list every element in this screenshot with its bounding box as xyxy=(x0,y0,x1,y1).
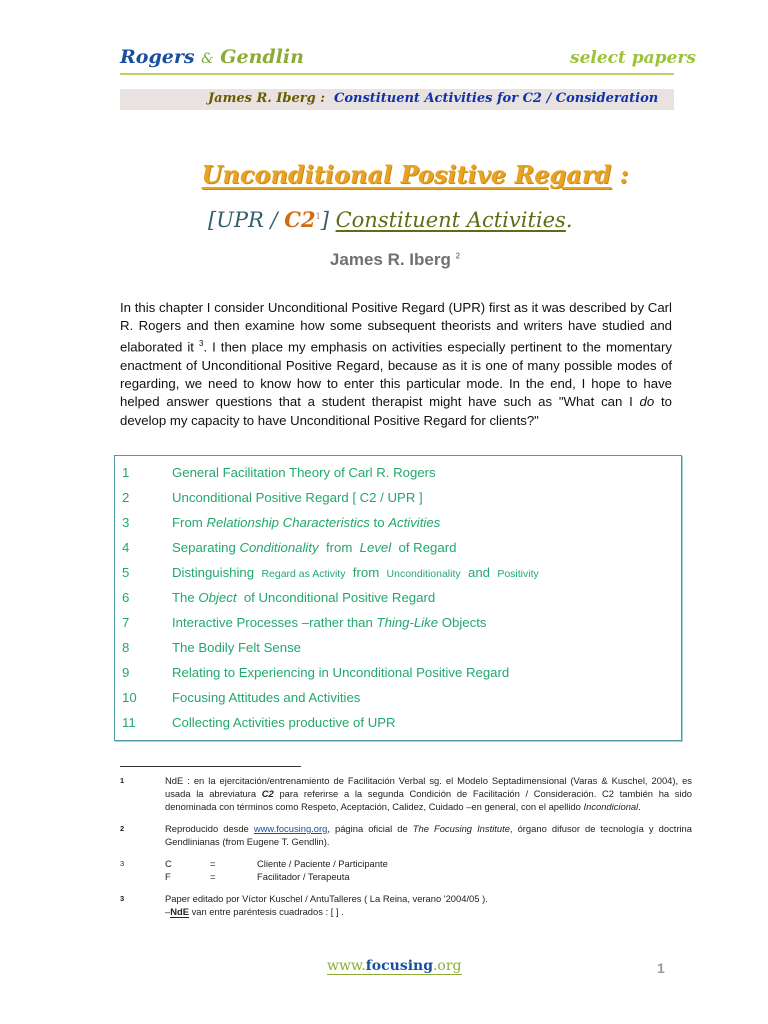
toc-italic: Relationship Characteristics xyxy=(206,515,370,530)
toc-italic: Conditionality xyxy=(239,540,319,555)
footnote-mark: 3 xyxy=(120,894,125,903)
toc-number: 1 xyxy=(122,465,130,480)
toc-text: Relating to Experiencing in Unconditional Positive Regard xyxy=(172,665,510,680)
header-gendlin: Gendlin xyxy=(220,46,304,68)
toc-number: 2 xyxy=(122,490,130,505)
footnote-nde-line: –NdE van entre paréntesis cuadrados : [ ] . xyxy=(165,906,344,918)
toc-text: Separating xyxy=(172,540,240,555)
toc-text: Focusing Attitudes and Activities xyxy=(172,690,361,705)
toc-number: 6 xyxy=(122,590,130,605)
toc-number: 4 xyxy=(122,540,130,555)
footnote-text: para referirse a la segunda Condición de Facilitación / Consideración. C2 también ha sido denominada con términos como Respeto, Aceptación, Calidez, Cuidado –en general, con el apellido xyxy=(165,788,692,813)
footnote-body xyxy=(165,892,692,918)
toc-text: General Facilitation Theory of Carl R. Rogers xyxy=(172,465,436,480)
toc-text: The xyxy=(172,590,199,605)
footnote-text: . xyxy=(638,801,641,813)
subtitle-c2: C2 xyxy=(284,207,316,232)
footnote-3 xyxy=(120,857,692,885)
intro-part-1: In this chapter I consider Unconditional Positive Regard (UPR) first as it was described by Carl R. Rogers and then examine how some subsequent theorists and writers have studied and elaborated it xyxy=(120,300,672,355)
author-name xyxy=(0,250,768,270)
toc-label xyxy=(172,465,436,480)
legend-value: Cliente / Paciente / Participante xyxy=(257,858,388,869)
legend-value: Facilitador / Terapeuta xyxy=(257,871,350,882)
footnote-mark: 2 xyxy=(120,824,125,833)
toc-small: Unconditionality xyxy=(386,568,461,580)
legend-eq: = xyxy=(210,858,216,869)
subtitle-footnote-ref[interactable]: 1 xyxy=(315,212,321,221)
footnote-2 xyxy=(120,822,692,850)
footnote-text: van entre paréntesis cuadrados : [ ] . xyxy=(188,906,344,918)
toc-small: Regard as Activity xyxy=(261,568,346,580)
footnote-mark: 3 xyxy=(120,859,125,868)
toc-number: 10 xyxy=(122,690,137,705)
toc-label xyxy=(172,690,360,705)
toc-text: from xyxy=(318,540,360,555)
footnote-body xyxy=(165,822,692,848)
subtitle-close: ] xyxy=(320,208,329,232)
toc-small: Positivity xyxy=(497,568,539,580)
toc-number: 3 xyxy=(122,515,130,530)
toc-text: Collecting Activities productive of UPR xyxy=(172,715,396,730)
footer-org: .org xyxy=(432,958,462,974)
toc-label xyxy=(172,615,486,630)
toc-label xyxy=(172,565,539,580)
toc-number: 9 xyxy=(122,665,130,680)
intro-paragraph xyxy=(120,299,672,430)
toc-number: 5 xyxy=(122,565,130,580)
author-text: James R. Iberg xyxy=(329,250,451,269)
title-colon: : xyxy=(619,160,629,189)
toc-text: Interactive Processes –rather than xyxy=(172,615,377,630)
focusing-link[interactable]: www.focusing.org xyxy=(253,823,328,834)
toc-italic: Activities xyxy=(388,515,441,530)
legend-eq: = xyxy=(210,871,216,882)
legend-key: F xyxy=(165,871,171,882)
footnote-text: Reproducido desde xyxy=(165,823,254,834)
footnote-text: , página oficial de xyxy=(327,823,413,834)
subheader-author: James R. Iberg : xyxy=(208,91,326,106)
subtitle-open: [UPR / xyxy=(208,208,278,232)
toc-label xyxy=(172,640,301,655)
toc-text: The Bodily Felt Sense xyxy=(172,640,302,655)
toc-italic: Level xyxy=(359,540,392,555)
footnote-4 xyxy=(120,892,692,920)
toc-text: of Unconditional Positive Regard xyxy=(236,590,436,605)
toc-number: 7 xyxy=(122,615,130,630)
page-number: 1 xyxy=(657,960,665,976)
footnote-text: Paper editado por Víctor Kuschel / AntuTalleres ( La Reina, verano '2004/05 ). xyxy=(165,893,488,904)
subtitle xyxy=(208,207,573,232)
toc-italic: Thing-Like xyxy=(376,615,439,630)
toc-text: Distinguishing xyxy=(172,565,262,580)
footnote-body xyxy=(165,857,692,883)
toc-text: Objects xyxy=(438,615,487,630)
toc-number: 8 xyxy=(122,640,130,655)
footnote-1 xyxy=(120,774,692,816)
footnote-italic: Incondicional xyxy=(583,801,639,813)
footer-focusing: focusing xyxy=(365,958,433,974)
intro-part-2: . I then place my emphasis on activities especially pertinent to the momentary enactment of Unconditional Positive Regard, because as it is one of many possible modes of regarding, we need to know how to enter this particular mode. In the end, I hope to have helped answer questions that a student therapist might have such as "What can I xyxy=(120,339,672,410)
author-footnote-ref[interactable]: 2 xyxy=(455,251,461,261)
toc-label xyxy=(172,665,509,680)
toc-text: Unconditional Positive Regard [ C2 / UPR ] xyxy=(172,490,423,505)
intro-part-3: to develop my capacity to have Unconditional Positive Regard for clients?" xyxy=(120,394,672,428)
toc-text: and xyxy=(460,565,498,580)
footnote-italic: The Focusing Institute xyxy=(412,823,510,834)
page-title xyxy=(0,160,768,189)
footer-www: www. xyxy=(327,958,366,974)
toc-label xyxy=(172,590,435,605)
legend-row xyxy=(165,870,692,883)
footnote-body xyxy=(165,774,692,814)
footnote-c2: C2 xyxy=(261,788,274,800)
subheader-topic: Constituent Activities for C2 / Consideration xyxy=(334,91,659,106)
header-select-papers: select papers xyxy=(570,48,696,68)
header-amp: & xyxy=(201,51,214,67)
toc-number: 11 xyxy=(122,715,136,730)
header-rogers: Rogers xyxy=(120,46,195,68)
footnote-nde: NdE xyxy=(170,906,189,918)
title-text: Unconditional Positive Regard xyxy=(201,160,612,189)
header-brand xyxy=(120,46,304,68)
toc-label xyxy=(172,540,456,555)
footnote-text: NdE : en la ejercitación/entrenamiento de Facilitación Verbal sg. el Modelo Septadimensional (Varas & Kuschel, 2004), es usada la abreviatura xyxy=(165,775,692,800)
footnote-text: , órgano difusor de tecnología y doctrina Gendlinianas (from Eugene T. Gendlin). xyxy=(165,823,692,848)
toc-text: of Regard xyxy=(391,540,457,555)
subheader-bar xyxy=(120,89,674,110)
footnote-mark: 1 xyxy=(120,776,125,785)
toc-italic: Object xyxy=(198,590,237,605)
toc-text: From xyxy=(172,515,207,530)
subtitle-dot: . xyxy=(565,208,573,232)
toc-label xyxy=(172,515,440,530)
footer-site-link[interactable] xyxy=(327,958,462,974)
table-of-contents xyxy=(114,455,682,741)
toc-text: from xyxy=(345,565,387,580)
intro-footnote-ref[interactable]: 3 xyxy=(198,339,204,349)
header-divider xyxy=(120,73,674,75)
toc-text: to xyxy=(369,515,389,530)
legend-row xyxy=(165,857,692,870)
intro-emphasis: do xyxy=(639,394,655,410)
footnote-divider xyxy=(120,766,301,767)
toc-label xyxy=(172,715,396,730)
toc-label xyxy=(172,490,423,505)
subtitle-activities: Constituent Activities xyxy=(335,208,566,232)
legend-key: C xyxy=(165,858,172,869)
